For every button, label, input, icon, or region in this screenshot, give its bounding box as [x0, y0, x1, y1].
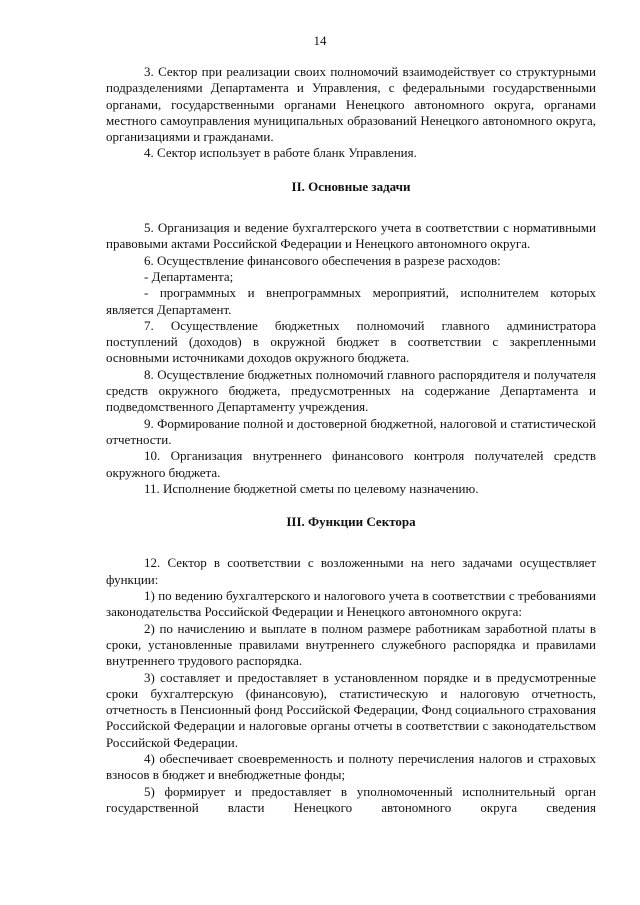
- function-5: 5) формирует и предоставляет в уполномоченный исполнительный орган государственной власти Ненецкого автономного округа сведения: [106, 783, 596, 815]
- paragraph-11: 11. Исполнение бюджетной сметы по целевому назначению.: [144, 480, 479, 496]
- paragraph-3: 3. Сектор при реализации своих полномочий взаимодействует со структурными подразделениями Департамента и Управления, с федеральными государственными органами, государственными органами Ненецкого автономного округа, органами местного самоуправления муниципальных образований Ненецкого автономного округа, организациями и гражданами.: [106, 64, 596, 145]
- paragraph-6-item-b: - программных и внепрограммных мероприятий, исполнителем которых является Департамент.: [106, 285, 596, 317]
- function-2: 2) по начислению и выплате в полном размере работникам заработной платы в сроки, установленные правилами внутреннего служебного распорядка и правилами внутреннего трудового распорядка.: [106, 620, 596, 669]
- paragraph-4: 4. Сектор использует в работе бланк Управления.: [144, 145, 417, 161]
- paragraph-6-item-a: - Департамента;: [144, 268, 234, 284]
- paragraph-9: 9. Формирование полной и достоверной бюджетной, налоговой и статистической отчетности.: [106, 415, 596, 447]
- paragraph-10: 10. Организация внутреннего финансового контроля получателей средств окружного бюджета.: [106, 448, 596, 480]
- function-1: 1) по ведению бухгалтерского и налогового учета в соответствии с требованиями законодательства Российской Федерации и Ненецкого автономного округа:: [106, 588, 596, 620]
- paragraph-7: 7. Осуществление бюджетных полномочий главного администратора поступлений (доходов) в окружной бюджет в соответствии с закрепленными основными источниками доходов окружного бюджета.: [106, 317, 596, 366]
- paragraph-8: 8. Осуществление бюджетных полномочий главного распорядителя и получателя средств окружного бюджета, предусмотренных на содержание Департамента и подведомственного Департаменту учреждения.: [106, 366, 596, 415]
- paragraph-6: 6. Осуществление финансового обеспечения в разрезе расходов:: [144, 252, 501, 268]
- page-number: 14: [313, 33, 327, 48]
- function-4: 4) обеспечивает своевременность и полноту перечисления налогов и страховых взносов в бюджет и внебюджетные фонды;: [106, 750, 596, 783]
- paragraph-5: 5. Организация и ведение бухгалтерского учета в соответствии с нормативными правовыми актами Российской Федерации и Ненецкого автономного округа.: [106, 220, 596, 252]
- function-3: 3) составляет и предоставляет в установленном порядке и в предусмотренные сроки бухгалтерскую (финансовую), статистическую и налоговую отчетность, отчетность в Пенсионный фонд Российской Федерации, Фонд социального страхования Российской Федерации и налоговые органы отчеты в соответствии с законодательством Российской Федерации.: [106, 669, 596, 750]
- document-body: [106, 64, 596, 816]
- section-3-title: III. Функции Сектора: [286, 514, 416, 530]
- paragraph-12: 12. Сектор в соответствии с возложенными на него задачами осуществляет функции:: [106, 555, 596, 587]
- section-2-title: II. Основные задачи: [291, 178, 411, 194]
